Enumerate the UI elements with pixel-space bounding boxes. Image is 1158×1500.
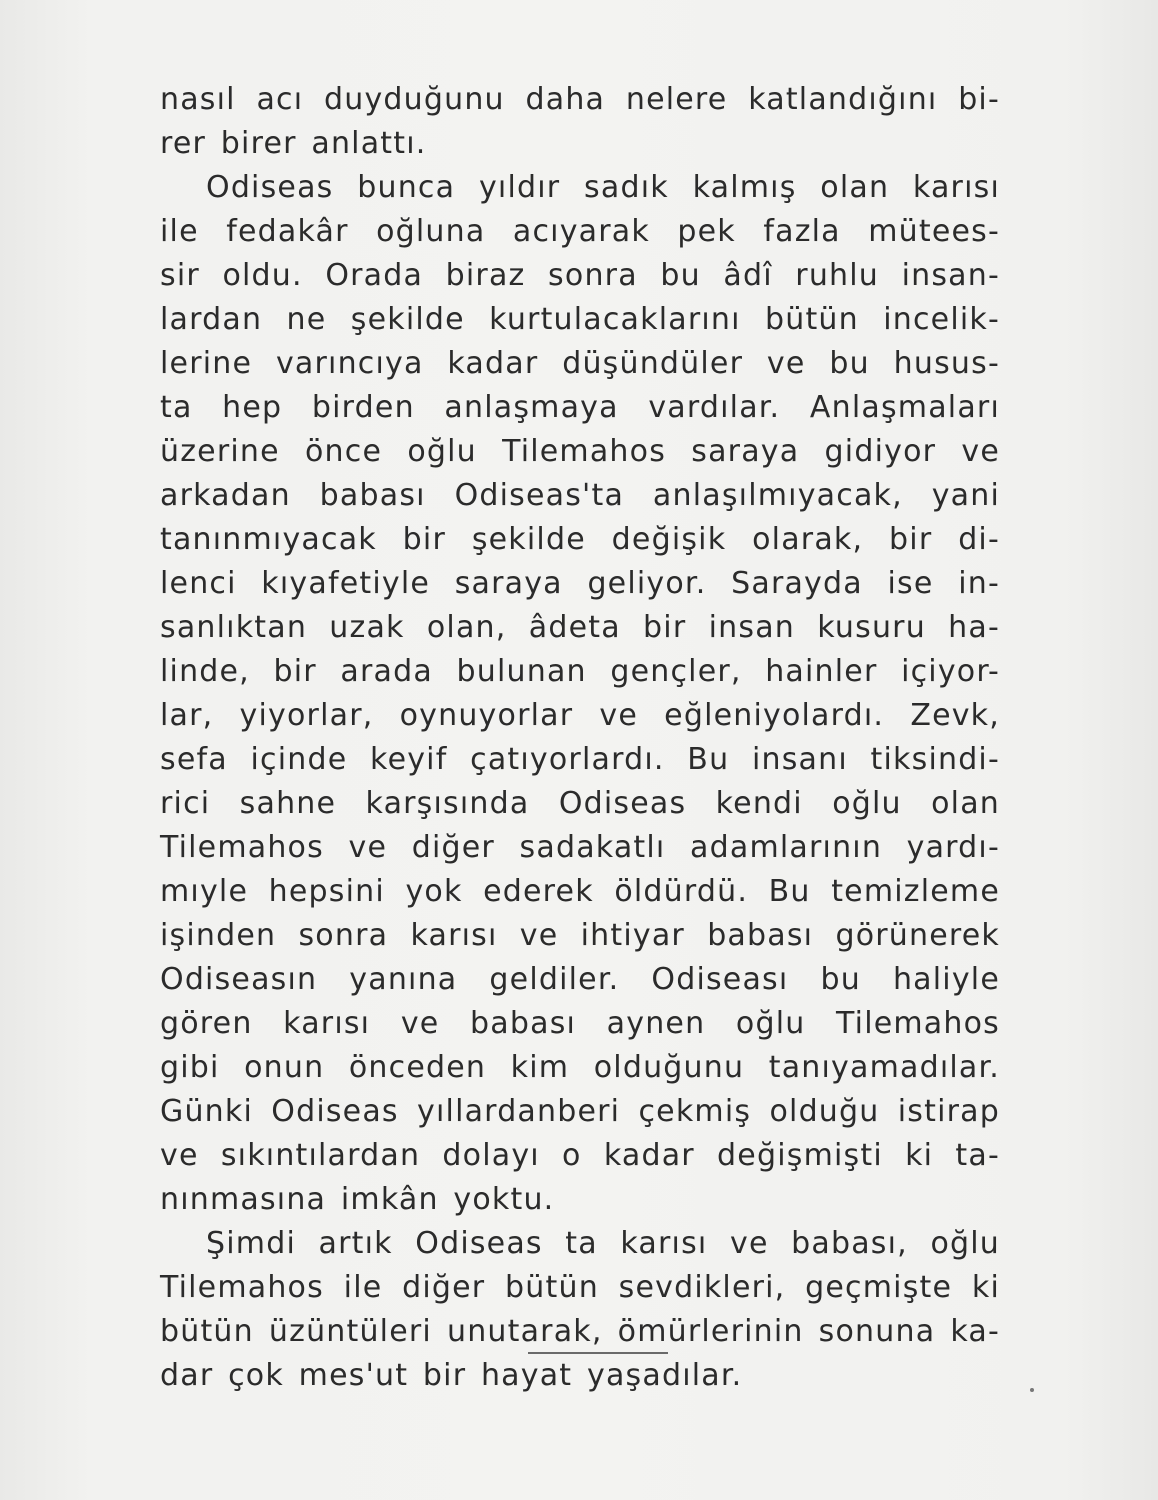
text-line: Günki Odiseas yıllardanberi çekmiş olduğu istirap bbox=[160, 1094, 1000, 1129]
text-line: üzerine önce oğlu Tilemahos saraya gidiyor ve bbox=[160, 434, 1000, 469]
text-line: işinden sonra karısı ve ihtiyar babası görünerek bbox=[160, 918, 1000, 953]
text-line: ile fedakâr oğluna acıyarak pek fazla mütees- bbox=[160, 214, 1000, 249]
text-line: lar, yiyorlar, oynuyorlar ve eğleniyolardı. Zevk, bbox=[160, 698, 1000, 733]
page-speck bbox=[1030, 1388, 1034, 1392]
text-line: linde, bir arada bulunan gençler, hainler içiyor- bbox=[160, 654, 1000, 689]
text-line: sanlıktan uzak olan, âdeta bir insan kusuru ha- bbox=[160, 610, 1000, 645]
text-line: tanınmıyacak bir şekilde değişik olarak, bir di- bbox=[160, 522, 1000, 557]
text-line: lenci kıyafetiyle saraya geliyor. Sarayda ise in- bbox=[160, 566, 1000, 601]
text-line: nınmasına imkân yoktu. bbox=[160, 1182, 555, 1217]
text-line: rer birer anlattı. bbox=[160, 126, 427, 161]
text-line: sir oldu. Orada biraz sonra bu âdî ruhlu insan- bbox=[160, 258, 1000, 293]
text-line: bütün üzüntüleri unutarak, ömürlerinin sonuna ka- bbox=[160, 1314, 1000, 1349]
text-line: dar çok mes'ut bir hayat yaşadılar. bbox=[160, 1358, 743, 1393]
text-line: Şimdi artık Odiseas ta karısı ve babası, oğlu bbox=[206, 1226, 1000, 1261]
text-line: nasıl acı duyduğunu daha nelere katlandığını bi- bbox=[160, 82, 1000, 117]
text-line: lerine varıncıya kadar düşündüler ve bu husus- bbox=[160, 346, 1000, 381]
end-rule bbox=[528, 1352, 668, 1354]
text-line: gibi onun önceden kim olduğunu tanıyamadılar. bbox=[160, 1050, 1000, 1085]
text-line: gören karısı ve babası aynen oğlu Tilemahos bbox=[160, 1006, 1000, 1041]
text-line: sefa içinde keyif çatıyorlardı. Bu insanı tiksindi- bbox=[160, 742, 1000, 777]
text-line: rici sahne karşısında Odiseas kendi oğlu olan bbox=[160, 786, 1000, 821]
text-line: mıyle hepsini yok ederek öldürdü. Bu temizleme bbox=[160, 874, 1000, 909]
text-line: ve sıkıntılardan dolayı o kadar değişmişti ki ta- bbox=[160, 1138, 1000, 1173]
text-line: Tilemahos ile diğer bütün sevdikleri, geçmişte ki bbox=[160, 1270, 1000, 1305]
text-line: ta hep birden anlaşmaya vardılar. Anlaşmaları bbox=[160, 390, 1000, 425]
text-line: Tilemahos ve diğer sadakatlı adamlarının yardı- bbox=[160, 830, 1000, 865]
text-line: arkadan babası Odiseas'ta anlaşılmıyacak, yani bbox=[160, 478, 1000, 513]
text-line: Odiseasın yanına geldiler. Odiseası bu haliyle bbox=[160, 962, 1000, 997]
body-text bbox=[160, 78, 1000, 1398]
text-line: lardan ne şekilde kurtulacaklarını bütün incelik- bbox=[160, 302, 1000, 337]
text-line: Odiseas bunca yıldır sadık kalmış olan karısı bbox=[206, 170, 1000, 205]
